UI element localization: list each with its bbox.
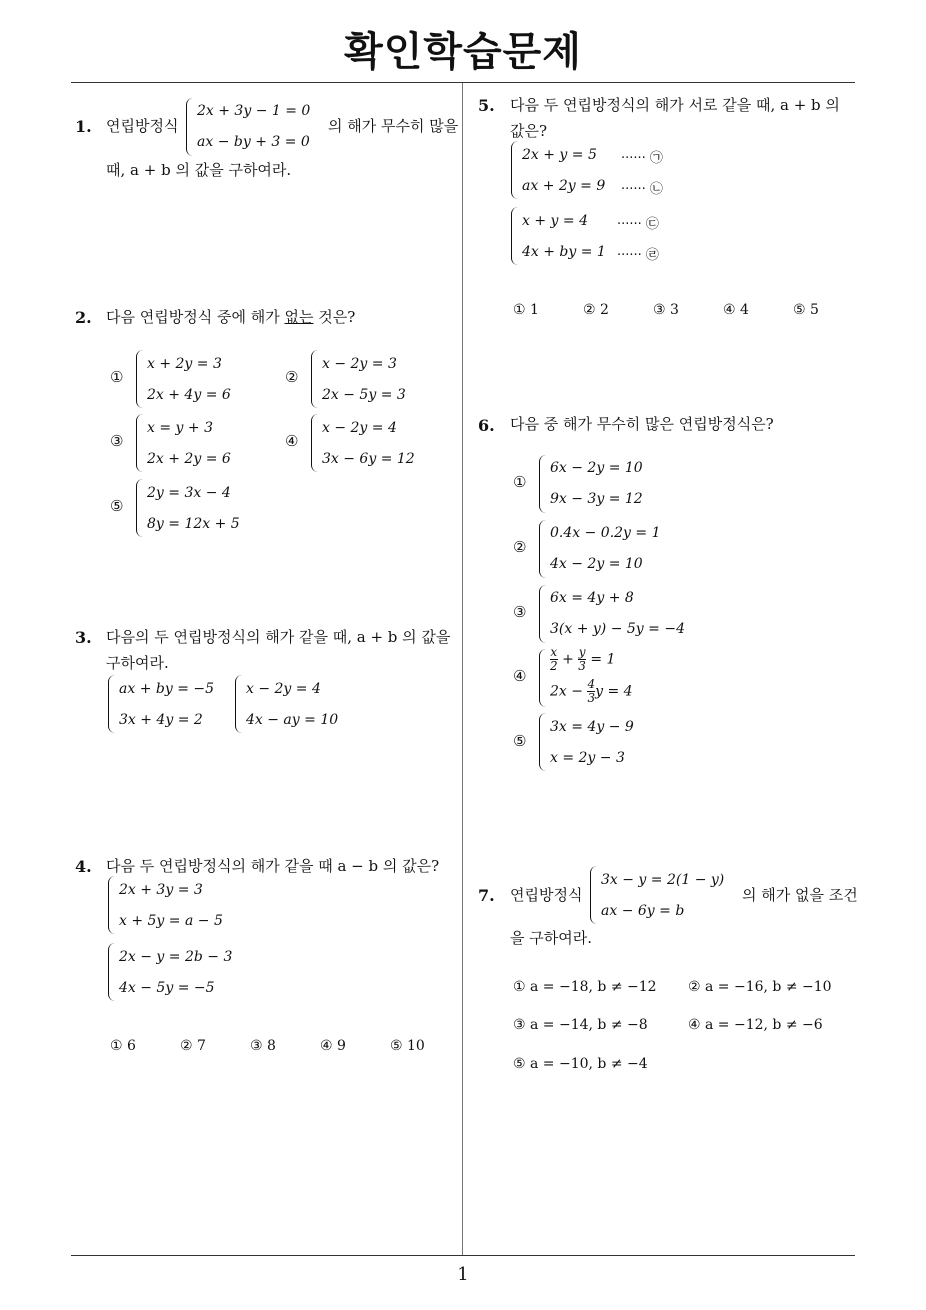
answer-choice[interactable]: ① 6 <box>110 1038 136 1054</box>
equation: ax + by = −5 <box>119 681 215 697</box>
equation: 4x − 5y = −5 <box>119 980 215 996</box>
column-divider <box>462 83 463 1256</box>
brace <box>136 414 144 472</box>
numerator: x <box>550 645 558 659</box>
equation: 0.4x − 0.2y = 1 <box>550 525 661 541</box>
equation: 2x − y = 2b − 3 <box>119 949 233 965</box>
question-text: 다음 중 해가 무수히 많은 연립방정식은? <box>510 415 774 433</box>
option-system <box>136 411 256 475</box>
option-mark[interactable]: ① <box>110 368 124 386</box>
equation-system <box>235 672 355 736</box>
equation: x + 2y = 3 <box>147 356 222 372</box>
brace <box>186 98 194 156</box>
equation: ax − 6y = b <box>601 903 685 919</box>
equation: x = y + 3 <box>147 420 213 436</box>
equation-system <box>511 204 701 268</box>
option-system <box>539 452 689 516</box>
equation-system <box>511 138 701 202</box>
denominator: 2 <box>550 659 558 673</box>
equation: x = 2y − 3 <box>550 750 625 766</box>
brace <box>311 414 319 472</box>
option-mark[interactable]: ⑤ <box>513 732 527 750</box>
answer-choice[interactable]: ③ a = −14, b ≠ −8 <box>513 1017 648 1033</box>
text-segment: 다음 연립방정식 중에 해가 <box>106 308 280 326</box>
equation: 3x = 4y − 9 <box>550 719 634 735</box>
equation: 3x + 4y = 2 <box>119 712 203 728</box>
option-mark[interactable]: ② <box>285 368 299 386</box>
numerator: y <box>578 645 586 659</box>
fraction <box>587 678 595 705</box>
equation: 3(x + y) − 5y = −4 <box>550 621 685 637</box>
equation: ax − by + 3 = 0 <box>197 134 310 150</box>
equation: 9x − 3y = 12 <box>550 491 643 507</box>
brace <box>511 207 519 265</box>
page-title: 확인학습문제 <box>344 29 582 75</box>
brace <box>539 649 547 707</box>
plus-sign: + <box>562 651 574 668</box>
rhs: y = 4 <box>595 683 633 700</box>
option-system <box>311 411 431 475</box>
answer-choice[interactable]: ⑤ 10 <box>390 1038 425 1054</box>
option-mark[interactable]: ④ <box>285 432 299 450</box>
question-text: 다음의 두 연립방정식의 해가 같을 때, a + b 의 값을 <box>106 628 451 646</box>
answer-choice[interactable]: ④ a = −12, b ≠ −6 <box>688 1017 823 1033</box>
top-rule <box>71 82 855 83</box>
option-system <box>311 347 431 411</box>
equation-system <box>590 863 730 927</box>
question-text: 연립방정식 <box>106 117 179 135</box>
question-number: 7. <box>478 886 495 905</box>
text-segment: 것은? <box>318 308 356 326</box>
answer-choice[interactable]: ⑤ 5 <box>793 302 819 318</box>
question-text: 의 해가 없을 조건 <box>742 886 858 904</box>
equation: 4x − 2y = 10 <box>550 556 643 572</box>
denominator: 3 <box>587 691 596 705</box>
rhs: = 1 <box>590 651 616 668</box>
question-number: 1. <box>75 117 92 136</box>
option-mark[interactable]: ③ <box>513 603 527 621</box>
equation: x + y = 4 <box>522 213 588 229</box>
equation: 4x − ay = 10 <box>246 712 339 728</box>
equation-tag: ······ ㉡ <box>621 182 663 197</box>
lhs: 2x − <box>550 683 583 700</box>
option-system <box>539 582 699 646</box>
option-system <box>539 517 689 581</box>
equation: 2x + 3y = 3 <box>119 882 203 898</box>
equation-tag: ······ ㉣ <box>617 248 659 263</box>
question-number: 4. <box>75 857 92 876</box>
brace <box>235 675 243 733</box>
answer-choice[interactable]: ③ 8 <box>250 1038 276 1054</box>
equation: 2x + 3y − 1 = 0 <box>197 103 311 119</box>
equation-system <box>108 940 248 1004</box>
brace <box>539 520 547 578</box>
equation: x − 2y = 4 <box>246 681 321 697</box>
equation: 3x − 6y = 12 <box>322 451 415 467</box>
brace <box>539 585 547 643</box>
question-text: 때, a + b 의 값을 구하여라. <box>106 161 292 179</box>
equation: x + 5y = a − 5 <box>119 913 223 929</box>
answer-choice[interactable]: ① 1 <box>513 302 539 318</box>
brace <box>539 455 547 513</box>
option-mark[interactable]: ② <box>513 538 527 556</box>
option-system <box>136 476 256 540</box>
equation-tag: ······ ㉢ <box>617 217 659 232</box>
question-text: 다음 두 연립방정식의 해가 서로 같을 때, a + b 의 <box>510 96 840 114</box>
question-text: 구하여라. <box>106 654 169 672</box>
equation: 2x + 2y = 6 <box>147 451 231 467</box>
brace <box>539 713 547 771</box>
equation-system <box>186 95 316 159</box>
answer-choice[interactable]: ② a = −16, b ≠ −10 <box>688 979 832 995</box>
question-text: 의 해가 무수히 많을 <box>328 117 459 135</box>
equation: 2y = 3x − 4 <box>147 485 231 501</box>
equation-tag: ······ ㉠ <box>621 151 663 166</box>
question-number: 3. <box>75 628 92 647</box>
question-text: 연립방정식 <box>510 886 583 904</box>
equation: ax + 2y = 9 <box>522 178 606 194</box>
equation: 4x + by = 1 <box>522 244 606 260</box>
fraction <box>550 646 558 673</box>
underlined-word: 없는 <box>284 308 314 326</box>
answer-choice[interactable]: ⑤ a = −10, b ≠ −4 <box>513 1056 648 1072</box>
question-text: 을 구하여라. <box>510 929 592 947</box>
question-number: 5. <box>478 96 495 115</box>
equation: x − 2y = 3 <box>322 356 397 372</box>
equation: x − 2y = 4 <box>322 420 397 436</box>
question-text: 값은? <box>510 122 548 140</box>
brace <box>590 866 598 924</box>
brace <box>136 350 144 408</box>
equation: 2x − 5y = 3 <box>322 387 406 403</box>
equation: 8y = 12x + 5 <box>147 516 240 532</box>
equation: 2x + y = 5 <box>522 147 597 163</box>
answer-choice[interactable]: ④ 4 <box>723 302 749 318</box>
equation <box>550 678 633 705</box>
brace <box>108 876 116 934</box>
equation: 6x − 2y = 10 <box>550 460 643 476</box>
brace <box>108 943 116 1001</box>
brace <box>511 141 519 199</box>
numerator: 4 <box>587 677 596 691</box>
option-system <box>539 646 689 710</box>
question-text <box>106 304 355 330</box>
question-number: 2. <box>75 308 92 327</box>
fraction <box>578 646 586 673</box>
option-system <box>136 347 256 411</box>
answer-choice[interactable]: ① a = −18, b ≠ −12 <box>513 979 657 995</box>
denominator: 3 <box>578 659 586 673</box>
answer-choice[interactable]: ③ 3 <box>653 302 679 318</box>
brace <box>311 350 319 408</box>
option-system <box>539 710 689 774</box>
option-mark[interactable]: ⑤ <box>110 497 124 515</box>
equation-system <box>108 672 228 736</box>
equation-system <box>108 873 248 937</box>
option-mark[interactable]: ③ <box>110 432 124 450</box>
answer-choice[interactable]: ② 2 <box>583 302 609 318</box>
brace <box>136 479 144 537</box>
page-number: 1 <box>457 1264 469 1285</box>
bottom-rule <box>71 1255 855 1256</box>
equation: 3x − y = 2(1 − y) <box>601 872 725 888</box>
option-mark[interactable]: ① <box>513 473 527 491</box>
option-mark[interactable]: ④ <box>513 667 527 685</box>
answer-choice[interactable]: ④ 9 <box>320 1038 346 1054</box>
equation: 2x + 4y = 6 <box>147 387 231 403</box>
brace <box>108 675 116 733</box>
equation: 6x = 4y + 8 <box>550 590 634 606</box>
equation <box>550 646 615 673</box>
question-number: 6. <box>478 416 495 435</box>
answer-choice[interactable]: ② 7 <box>180 1038 206 1054</box>
question-text: 다음 두 연립방정식의 해가 같을 때 a − b 의 값은? <box>106 857 440 875</box>
